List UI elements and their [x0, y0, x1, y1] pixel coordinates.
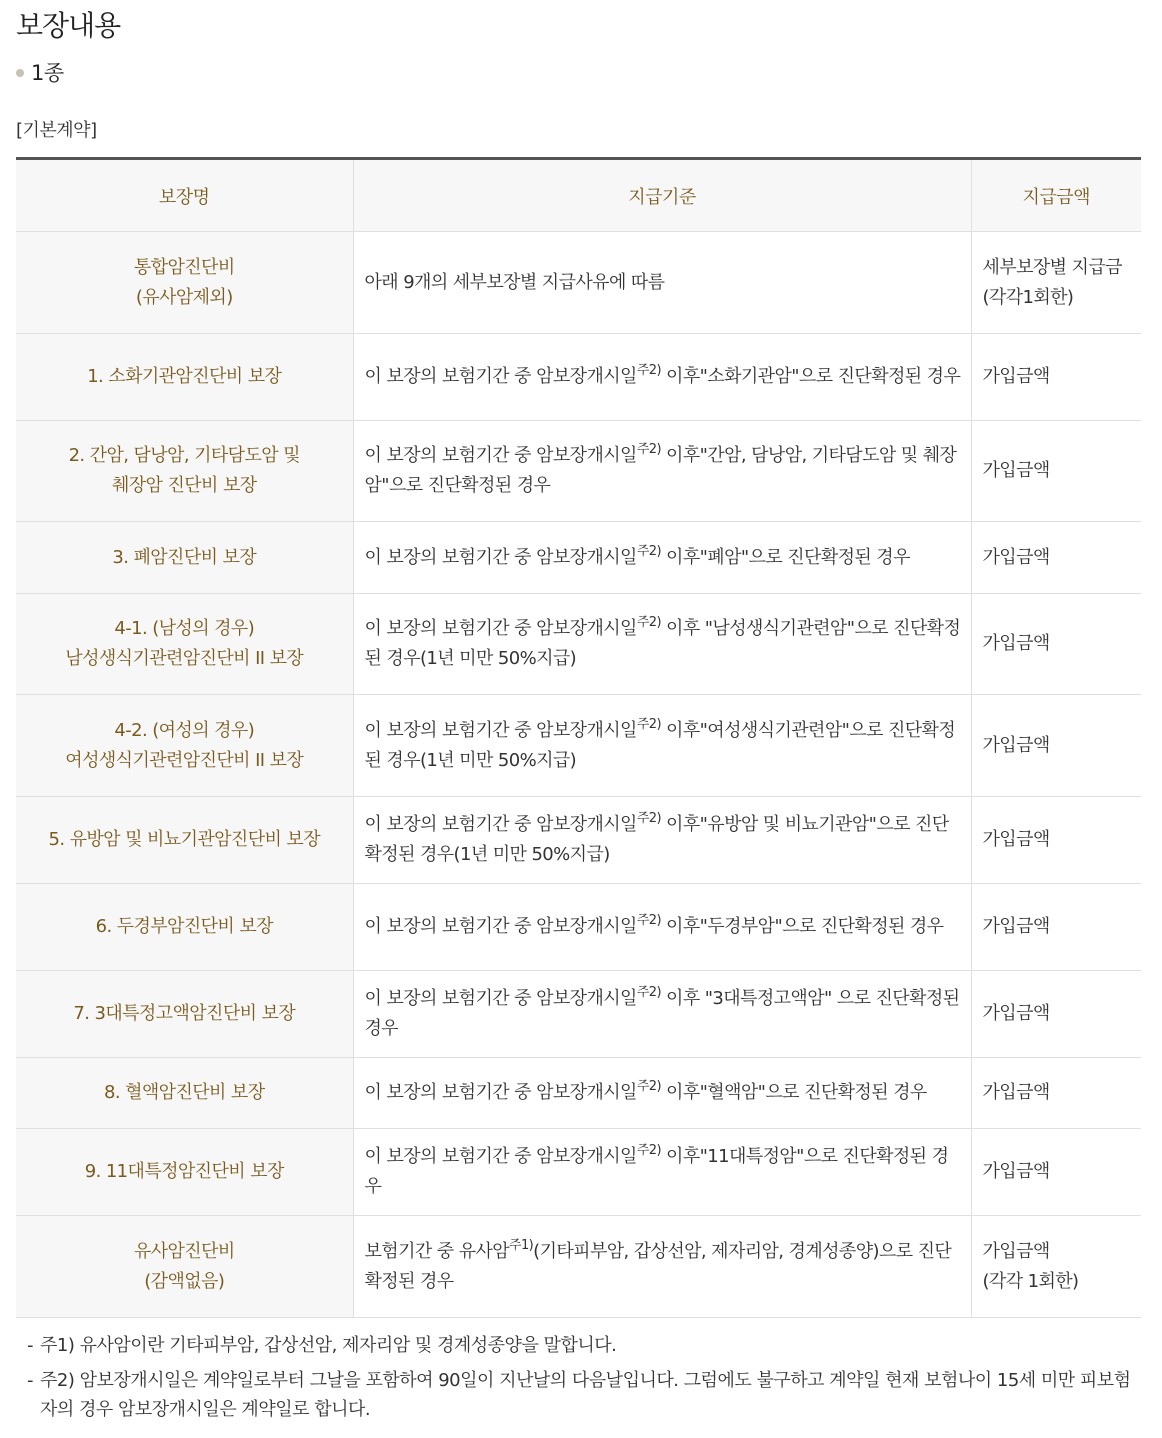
- amount-cell: [971, 695, 1141, 797]
- coverage-name-line: (유사암제외): [135, 286, 233, 308]
- header-payment-criteria: 지급기준: [353, 159, 971, 232]
- footnote-ref: 주2): [636, 985, 661, 1000]
- criteria-text: 보험기간 중 유사암: [364, 1240, 510, 1262]
- footnote-ref: 주2): [636, 543, 661, 559]
- footnote-ref: 주2): [636, 442, 661, 457]
- criteria-text: 이 보장의 보험기간 중 암보장개시일: [364, 988, 637, 1009]
- coverage-name-cell: [16, 1216, 353, 1318]
- criteria-cell: [353, 1058, 971, 1129]
- footnote-ref: 주2): [636, 615, 661, 630]
- dash-marker: -: [27, 1335, 33, 1356]
- amount-cell: [971, 232, 1141, 334]
- coverage-name-cell: [16, 594, 353, 695]
- amount-cell: [971, 334, 1141, 421]
- criteria-cell: [353, 1129, 971, 1216]
- coverage-name-line: 남성생식기관련암진단비 II 보장: [65, 648, 304, 669]
- criteria-cell: [353, 522, 971, 594]
- amount-line: 가입금액: [982, 366, 1050, 387]
- criteria-cell: [353, 695, 971, 797]
- criteria-text: 이후"폐암"으로 진단확정된 경우: [660, 546, 910, 568]
- table-row: [16, 334, 1141, 421]
- amount-line: 가입금액: [982, 1161, 1050, 1182]
- criteria-text: 이 보장의 보험기간 중 암보장개시일: [364, 1146, 637, 1167]
- coverage-name-cell: [16, 334, 353, 421]
- footnote-ref: 주2): [636, 363, 661, 378]
- amount-cell: [971, 1058, 1141, 1129]
- coverage-name-cell: [16, 1129, 353, 1216]
- criteria-text: 이후 "3대특정고액암" 으로 진단확정된 경우: [364, 988, 960, 1039]
- footnote-text: 주2) 암보장개시일은 계약일로부터 그날을 포함하여 90일이 지난날의 다음날입니다. 그럼에도 불구하고 계약일 현재 보험나이 15세 미만 피보험자의 경우 암보장개시일은 계약일로 합니다.: [40, 1370, 1131, 1420]
- amount-cell: [971, 971, 1141, 1058]
- coverage-name-line: 3. 폐암진단비 보장: [112, 546, 257, 568]
- footnote-ref: 주2): [636, 811, 661, 826]
- criteria-text: 이 보장의 보험기간 중 암보장개시일: [364, 366, 637, 387]
- amount-line: 가입금액: [982, 1082, 1050, 1103]
- amount-line: 가입금액: [982, 633, 1050, 654]
- coverage-name-line: 2. 간암, 담낭암, 기타담도암 및: [68, 445, 300, 466]
- coverage-table: [16, 157, 1141, 1318]
- criteria-text: 이후"유방암 및 비뇨기관암"으로 진단확정된 경우(1년 미만 50%지급): [364, 814, 949, 865]
- coverage-name-cell: [16, 884, 353, 971]
- criteria-cell: [353, 797, 971, 884]
- footnote-item: [27, 1366, 1145, 1424]
- amount-line: 가입금액: [982, 1003, 1050, 1024]
- footnote-item: [27, 1331, 1145, 1360]
- amount-line: (각각 1회한): [982, 1270, 1079, 1292]
- criteria-text: 이후"혈액암"으로 진단확정된 경우: [660, 1082, 927, 1103]
- amount-line: (각각1회한): [982, 286, 1074, 308]
- amount-line: 가입금액: [982, 460, 1050, 481]
- amount-cell: [971, 797, 1141, 884]
- coverage-name-line: 4-2. (여성의 경우): [114, 719, 255, 741]
- bullet-dot-icon: [16, 69, 24, 77]
- coverage-name-line: 7. 3대특정고액암진단비 보장: [73, 1003, 296, 1024]
- header-payment-amount: 지급금액: [971, 159, 1141, 232]
- footnotes: [27, 1331, 1145, 1430]
- criteria-text: 이 보장의 보험기간 중 암보장개시일: [364, 445, 637, 466]
- table-row: [16, 971, 1141, 1058]
- amount-cell: [971, 421, 1141, 522]
- amount-cell: [971, 594, 1141, 695]
- criteria-text: 이후 "남성생식기관련암"으로 진단확정된 경우(1년 미만 50%지급): [364, 618, 961, 669]
- plan-type-text: 1종: [31, 61, 64, 85]
- criteria-cell: 아래 9개의 세부보장별 지급사유에 따름: [353, 232, 971, 334]
- criteria-cell: [353, 884, 971, 971]
- amount-line: 가입금액: [982, 546, 1050, 568]
- coverage-name-line: 1. 소화기관암진단비 보장: [87, 366, 282, 387]
- coverage-name-cell: [16, 421, 353, 522]
- dash-marker: -: [27, 1370, 33, 1391]
- page-title: 보장내용: [16, 9, 121, 42]
- criteria-cell: [353, 421, 971, 522]
- amount-line: 가입금액: [982, 1240, 1050, 1262]
- table-row: [16, 232, 1141, 334]
- table-row: [16, 421, 1141, 522]
- table-row: [16, 522, 1141, 594]
- coverage-name-line: (감액없음): [144, 1270, 225, 1292]
- amount-line: 가입금액: [982, 829, 1050, 850]
- criteria-text: (기타피부암, 갑상선암, 제자리암, 경계성종양)으로 진단확정된 경우: [364, 1240, 952, 1292]
- amount-cell: [971, 1216, 1141, 1318]
- criteria-text: 이후"간암, 담낭암, 기타담도암 및 췌장암"으로 진단확정된 경우: [364, 445, 957, 496]
- table-row: [16, 884, 1141, 971]
- header-coverage-name: 보장명: [16, 159, 353, 232]
- criteria-text: 이 보장의 보험기간 중 암보장개시일: [364, 546, 637, 568]
- coverage-name-line: 9. 11대특정암진단비 보장: [84, 1161, 284, 1182]
- amount-line: 가입금액: [982, 916, 1050, 937]
- criteria-text: 이 보장의 보험기간 중 암보장개시일: [364, 814, 637, 835]
- coverage-name-cell: [16, 522, 353, 594]
- coverage-name-line: 4-1. (남성의 경우): [114, 618, 255, 639]
- amount-line: 세부보장별 지급금: [982, 256, 1122, 278]
- amount-cell: [971, 1129, 1141, 1216]
- coverage-name-line: 5. 유방암 및 비뇨기관암진단비 보장: [48, 829, 320, 850]
- footnote-ref: 주1): [509, 1237, 534, 1253]
- criteria-cell: [353, 1216, 971, 1318]
- amount-line: 가입금액: [982, 734, 1050, 756]
- table-row: [16, 1129, 1141, 1216]
- table-row: [16, 1216, 1141, 1318]
- criteria-cell: [353, 971, 971, 1058]
- footnote-text: 주1) 유사암이란 기타피부암, 갑상선암, 제자리암 및 경계성종양을 말합니다.: [40, 1335, 617, 1356]
- coverage-name-cell: [16, 695, 353, 797]
- plan-type-label: [16, 57, 64, 87]
- table-row: [16, 797, 1141, 884]
- coverage-name-cell: [16, 971, 353, 1058]
- section-label: [기본계약]: [16, 120, 97, 141]
- coverage-name-cell: [16, 797, 353, 884]
- table-row: [16, 594, 1141, 695]
- criteria-text: 이 보장의 보험기간 중 암보장개시일: [364, 719, 637, 741]
- criteria-text: 이 보장의 보험기간 중 암보장개시일: [364, 916, 637, 937]
- coverage-name-line: 6. 두경부암진단비 보장: [95, 916, 273, 937]
- table-row: [16, 695, 1141, 797]
- footnote-ref: 주2): [636, 1079, 661, 1094]
- table-header-row: [16, 159, 1141, 232]
- criteria-text: 이후"11대특정암"으로 진단확정된 경우: [364, 1146, 949, 1197]
- footnote-ref: 주2): [636, 1143, 661, 1158]
- criteria-cell: [353, 334, 971, 421]
- table-row: [16, 1058, 1141, 1129]
- criteria-cell: [353, 594, 971, 695]
- amount-cell: [971, 522, 1141, 594]
- footnote-ref: 주2): [636, 716, 661, 732]
- coverage-name-line: 여성생식기관련암진단비 II 보장: [65, 749, 304, 771]
- coverage-name-line: 췌장암 진단비 보장: [111, 475, 257, 496]
- criteria-text: 이 보장의 보험기간 중 암보장개시일: [364, 1082, 637, 1103]
- criteria-text: 이 보장의 보험기간 중 암보장개시일: [364, 618, 637, 639]
- coverage-name-cell: [16, 1058, 353, 1129]
- footnote-ref: 주2): [636, 913, 661, 928]
- amount-cell: [971, 884, 1141, 971]
- criteria-text: 이후"소화기관암"으로 진단확정된 경우: [660, 366, 961, 387]
- coverage-name-line: 유사암진단비: [133, 1240, 235, 1262]
- criteria-text: 이후"두경부암"으로 진단확정된 경우: [660, 916, 944, 937]
- criteria-text: 이후"여성생식기관련암"으로 진단확정된 경우(1년 미만 50%지급): [364, 719, 956, 771]
- coverage-name-line: 통합암진단비: [133, 256, 235, 278]
- coverage-name-line: 8. 혈액암진단비 보장: [103, 1082, 265, 1103]
- coverage-name-cell: [16, 232, 353, 334]
